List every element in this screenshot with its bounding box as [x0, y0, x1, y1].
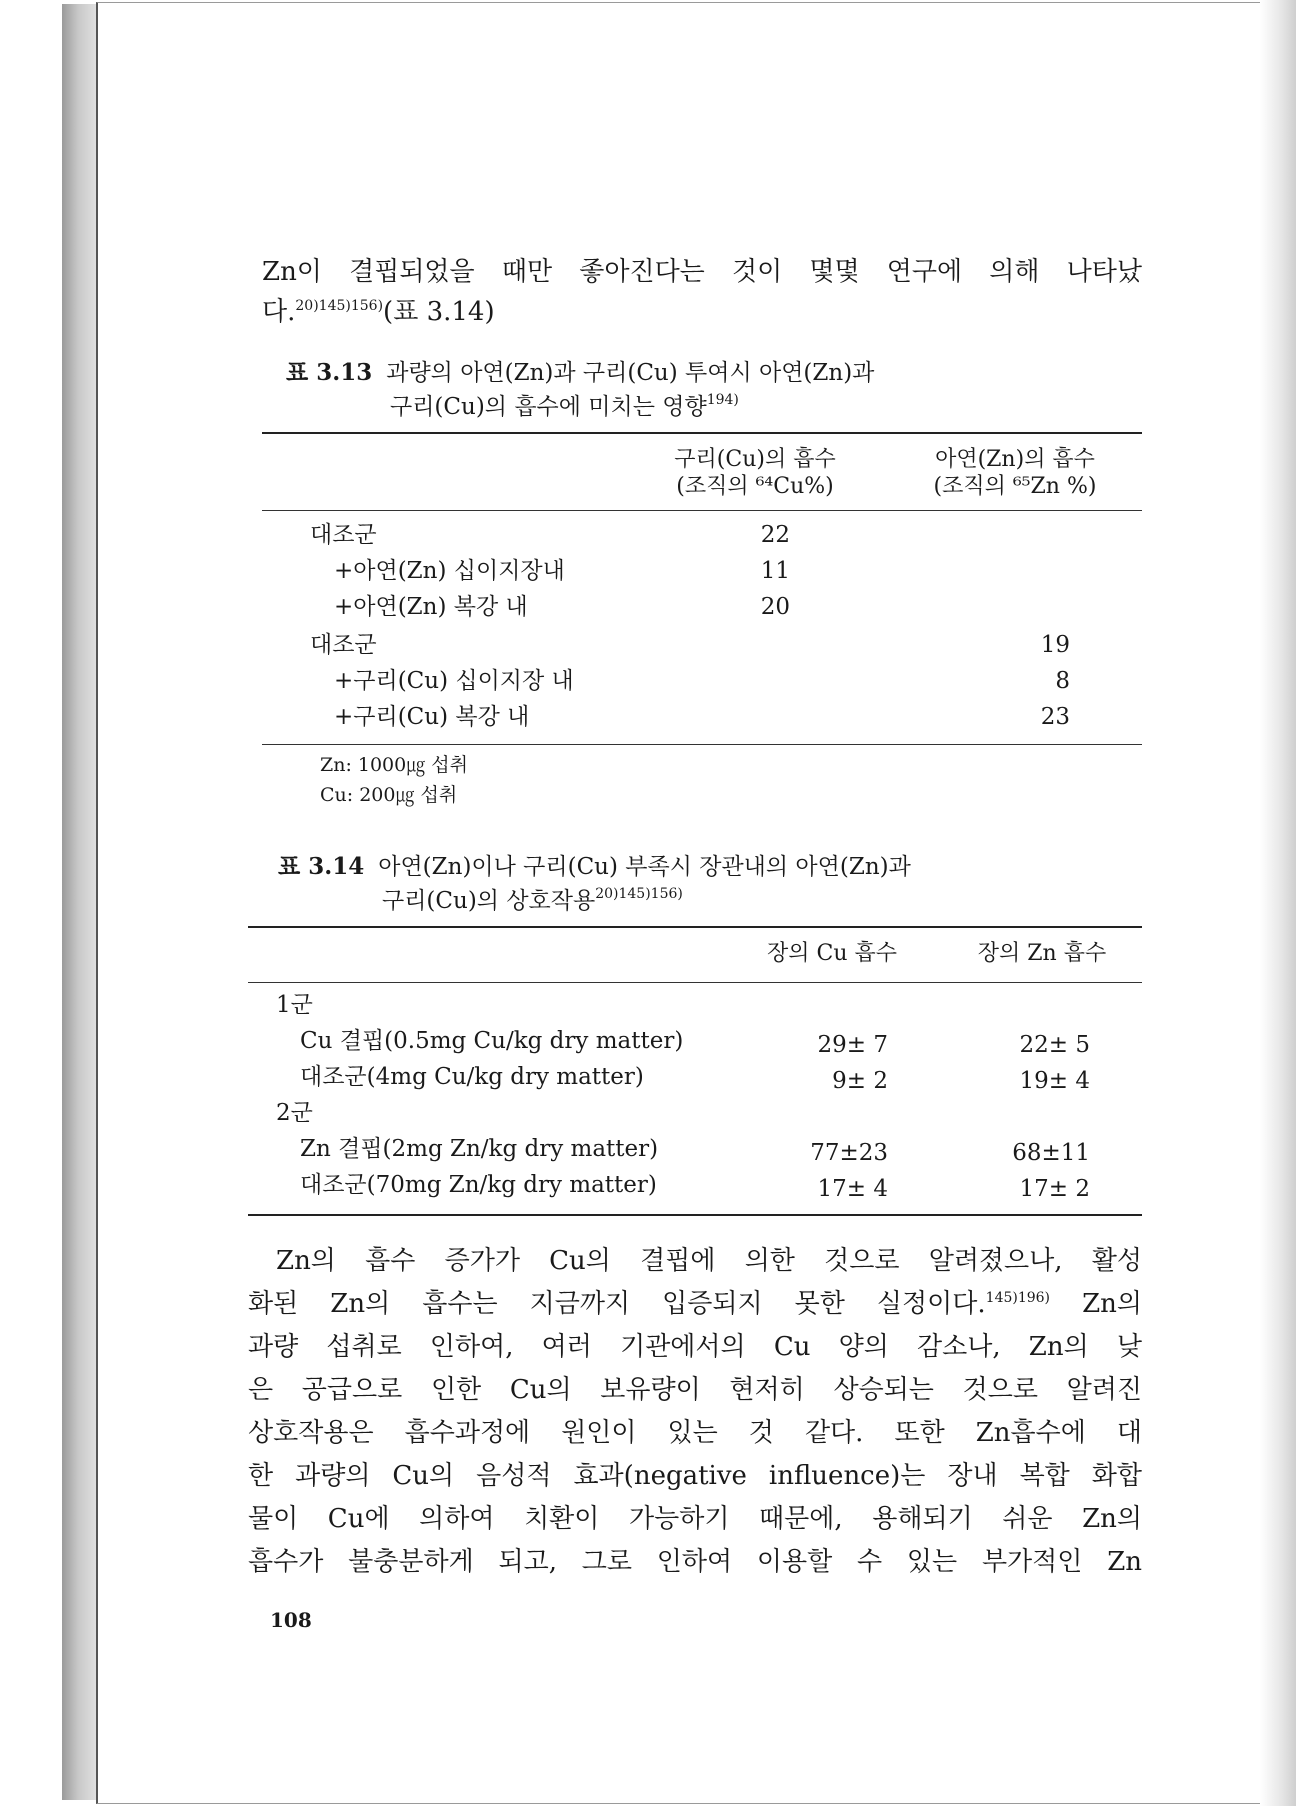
table1-row-label: +아연(Zn) 십이지장내 [334, 558, 565, 584]
table2-row-label: 대조군(4mg Cu/kg dry matter) [300, 1064, 644, 1090]
table2-cell-cu: 77±23 [810, 1140, 888, 1166]
table2-caption [278, 850, 911, 918]
table2-top-rule [248, 926, 1142, 928]
table1-row-label: +구리(Cu) 십이지장 내 [334, 668, 574, 694]
table1-cell-cu: 20 [760, 594, 790, 620]
table1-note-cu: Cu: 200㎍ 섭취 [320, 784, 458, 806]
intro-line-1: Zn이 결핍되었을 때만 좋아진다는 것이 몇몇 연구에 의해 나타났 [262, 257, 1142, 287]
intro-line-2: 다.$^{20)145)156)}$(표 3.14) [262, 297, 495, 327]
body-line-5: 상호작용은 흡수과정에 원인이 있는 것 같다. 또한 Zn흡수에 대 [248, 1418, 1142, 1448]
table2-header-rule [248, 982, 1142, 983]
table1-row-label: 대조군 [310, 522, 377, 548]
table1-note-zn: Zn: 1000㎍ 섭취 [320, 754, 468, 776]
body-line-1: Zn의 흡수 증가가 Cu의 결핍에 의한 것으로 알려졌으나, 활성 [276, 1246, 1142, 1276]
table2-cell-cu: 9± 2 [832, 1068, 888, 1094]
table2-row-label: Zn 결핍(2mg Zn/kg dry matter) [300, 1136, 659, 1162]
table1-cell-zn: 8 [1055, 668, 1070, 694]
body-line-8: 흡수가 불충분하게 되고, 그로 인하여 이용할 수 있는 부가적인 Zn [248, 1547, 1142, 1577]
table1-row-label: +구리(Cu) 복강 내 [334, 704, 530, 730]
table1-label: 표 3.13 [286, 359, 373, 386]
body-line-6: 한 과량의 Cu의 음성적 효과(negative influence)는 장내 복합 화합 [248, 1461, 1142, 1491]
body-line-3: 과량 섭취로 인하여, 여러 기관에서의 Cu 양의 감소나, Zn의 낮 [248, 1332, 1142, 1362]
table2-row-label: Cu 결핍(0.5mg Cu/kg dry matter) [300, 1028, 684, 1054]
table1-notes [320, 750, 468, 810]
body-line-7: 물이 Cu에 의하여 치환이 가능하기 때문에, 용해되기 쉬운 Zn의 [248, 1504, 1142, 1534]
table2-header-cu: 장의 Cu 흡수 [767, 941, 897, 966]
table2-title-line2: 구리(Cu)의 상호작용$^{20)145)156)}$ [382, 886, 683, 914]
table1-header-rule [262, 510, 1142, 511]
table2-header-zn: 장의 Zn 흡수 [977, 941, 1107, 966]
intro-paragraph [262, 252, 1142, 332]
table1-cell-cu: 22 [760, 522, 790, 548]
table2-bottom-rule [248, 1214, 1142, 1216]
table2-cell-cu: 17± 4 [817, 1176, 888, 1202]
table2-group-label: 2군 [276, 1100, 313, 1126]
table2-cell-zn: 22± 5 [1019, 1032, 1090, 1058]
table1-header-zn: 아연(Zn)의 흡수 (조직의 ⁶⁵Zn %) [933, 447, 1097, 499]
table2-cell-zn: 19± 4 [1019, 1068, 1090, 1094]
table1-cell-zn: 23 [1040, 704, 1070, 730]
body-line-4: 은 공급으로 인한 Cu의 보유량이 현저히 상승되는 것으로 알려진 [248, 1375, 1142, 1405]
page-number: 108 [270, 1608, 312, 1632]
table1-top-rule [262, 432, 1142, 434]
table1-caption [286, 356, 874, 424]
table2-group-label: 1군 [276, 992, 313, 1018]
table1-header-cu: 구리(Cu)의 흡수 (조직의 ⁶⁴Cu%) [674, 447, 836, 499]
table1-row-label: +아연(Zn) 복강 내 [334, 594, 528, 620]
body-citation: 145)196) [985, 1290, 1051, 1306]
table1-row-label: 대조군 [310, 632, 377, 658]
table2-row-label: 대조군(70mg Zn/kg dry matter) [300, 1172, 657, 1198]
body-paragraph [248, 1240, 1142, 1584]
table2-cell-zn: 17± 2 [1019, 1176, 1090, 1202]
body-line-2: 화된 Zn의 흡수는 지금까지 입증되지 못한 실정이다.$^{145)196)}$ Zn의 [248, 1289, 1143, 1319]
table1-title-line1: 과량의 아연(Zn)과 구리(Cu) 투여시 아연(Zn)과 [386, 360, 875, 386]
table2-title-line1: 아연(Zn)이나 구리(Cu) 부족시 장관내의 아연(Zn)과 [378, 854, 911, 880]
table1-bottom-rule [262, 744, 1142, 745]
table1-title-line2: 구리(Cu)의 흡수에 미치는 영향$^{194)}$ [390, 392, 739, 420]
table2-label: 표 3.14 [278, 853, 365, 880]
table2-cell-cu: 29± 7 [817, 1032, 888, 1058]
intro-citation: 20)145)156) [295, 298, 384, 314]
table1-cell-zn: 19 [1040, 632, 1070, 658]
table2-cell-zn: 68±11 [1012, 1140, 1090, 1166]
table1-cell-cu: 11 [760, 558, 790, 584]
